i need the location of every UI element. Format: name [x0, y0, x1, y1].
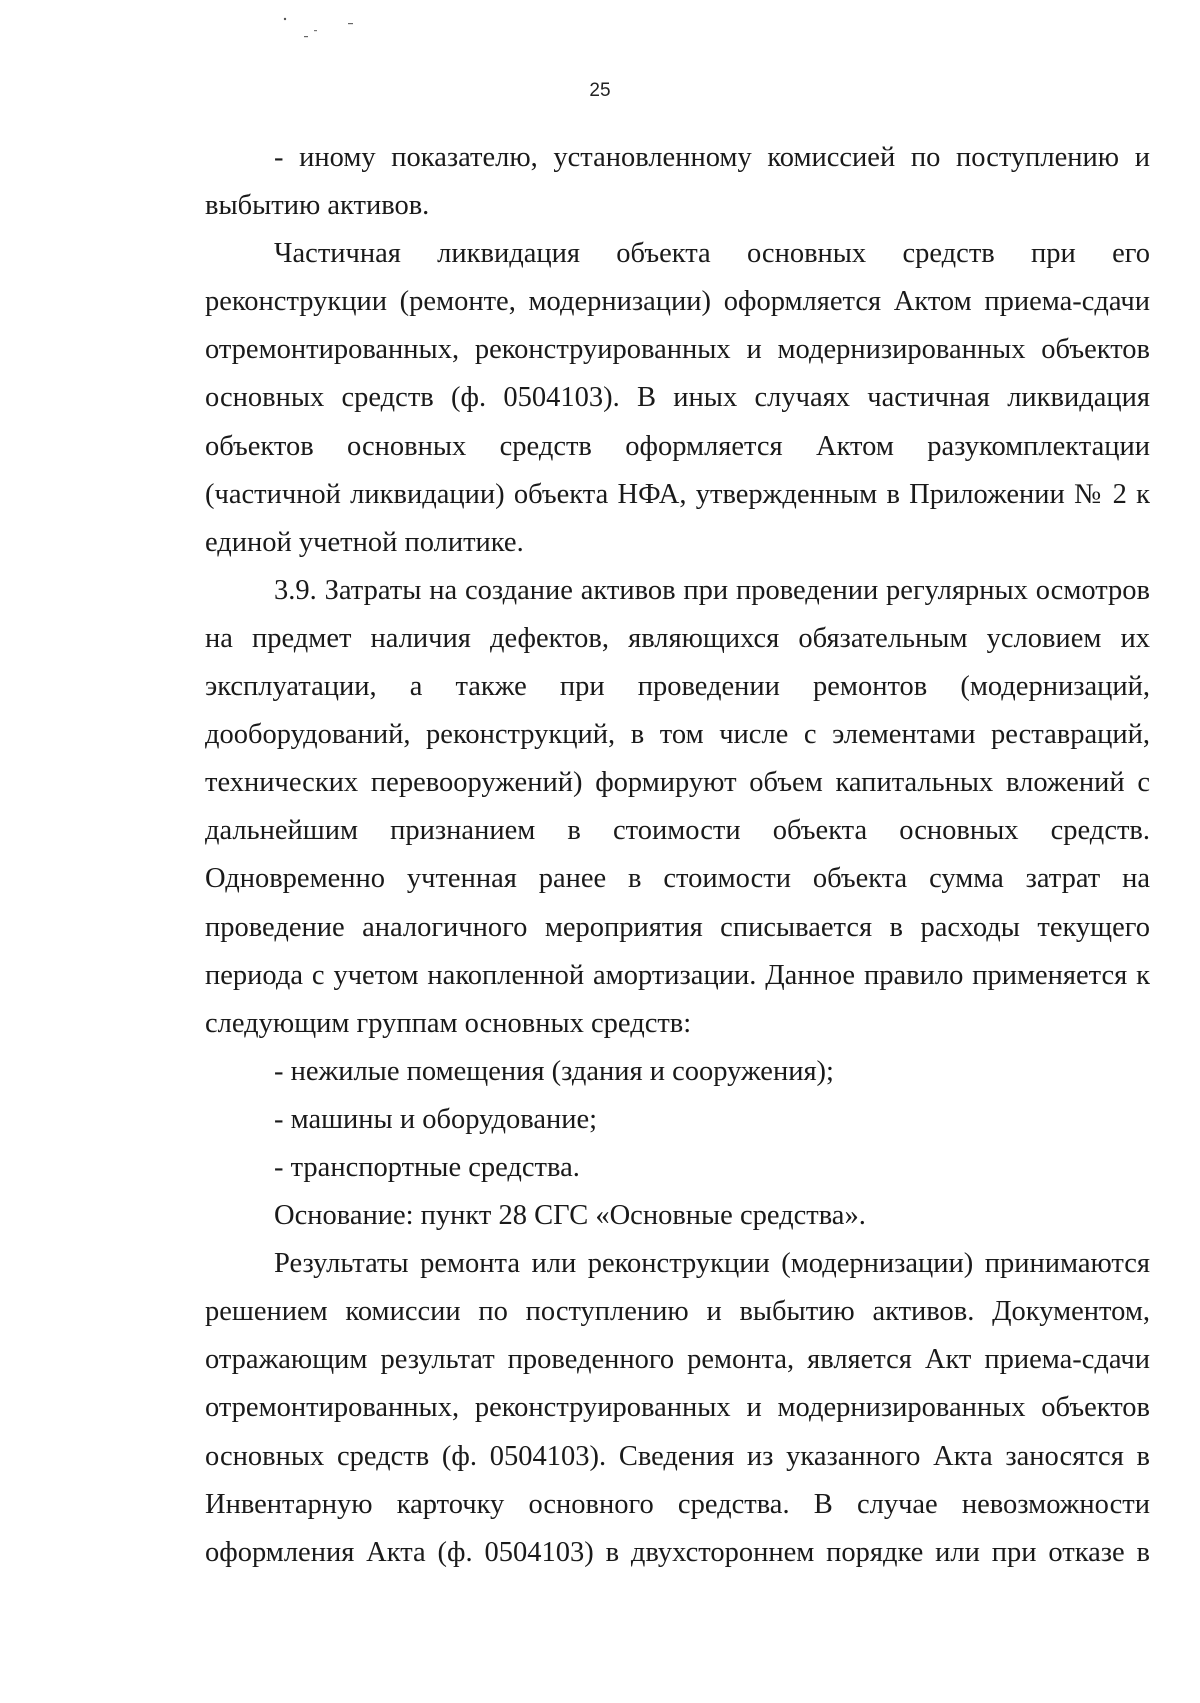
- list-item-vehicles: - транспортные средства.: [274, 1151, 580, 1183]
- paragraph-indicator-item: - иному показателю, установленному комиссией по поступлению и выбытию активов.: [205, 142, 1150, 222]
- paragraph-section-3-9: 3.9. Затраты на создание активов при проведении регулярных осмотров на предмет наличия дефектов, являющихся обязательным условием их эксплуатации, а также при проведении ремонтов (модернизаций, дооборудований, реконструкций, в том числе с элементами реставраций, технических перевооружений) формируют объем капитальных вложений с дальнейшим признанием в стоимости объекта основных средств. Одновременно учтенная ранее в стоимости объекта сумма затрат на проведение аналогичного мероприятия списывается в расходы текущего периода с учетом накопленной амортизации. Данное правило применяется к следующим группам основных средств:: [205, 574, 1150, 1039]
- page-number: 25: [589, 80, 611, 101]
- paragraph-repair-results: Результаты ремонта или реконструкции (модернизации) принимаются решением комиссии по поступлению и выбытию активов. Документом, отражающим результат проведенного ремонта, является Акт приема-сдачи отремонтированных, реконструированных и модернизированных объектов основных средств (ф. 0504103). Сведения из указанного Акта заносятся в Инвентарную карточку основного средства. В случае невозможности оформления Акта (ф. 0504103) в двухстороннем порядке или при отказе в: [205, 1248, 1150, 1568]
- document-body: [205, 134, 1150, 1577]
- paragraph-partial-liquidation: Частичная ликвидация объекта основных средств при его реконструкции (ремонте, модернизации) оформляется Актом приема-сдачи отремонтированных, реконструированных и модернизированных объектов основных средств (ф. 0504103). В иных случаях частичная ликвидация объектов основных средств оформляется Актом разукомплектации (частичной ликвидации) объекта НФА, утвержденным в Приложении № 2 к единой учетной политике.: [205, 238, 1150, 558]
- list-item-nonresidential: - нежилые помещения (здания и сооружения);: [274, 1055, 834, 1087]
- list-item-machinery: - машины и оборудование;: [274, 1103, 598, 1135]
- scan-artifact-marks: [280, 14, 400, 44]
- paragraph-basis: Основание: пункт 28 СГС «Основные средства».: [274, 1200, 866, 1232]
